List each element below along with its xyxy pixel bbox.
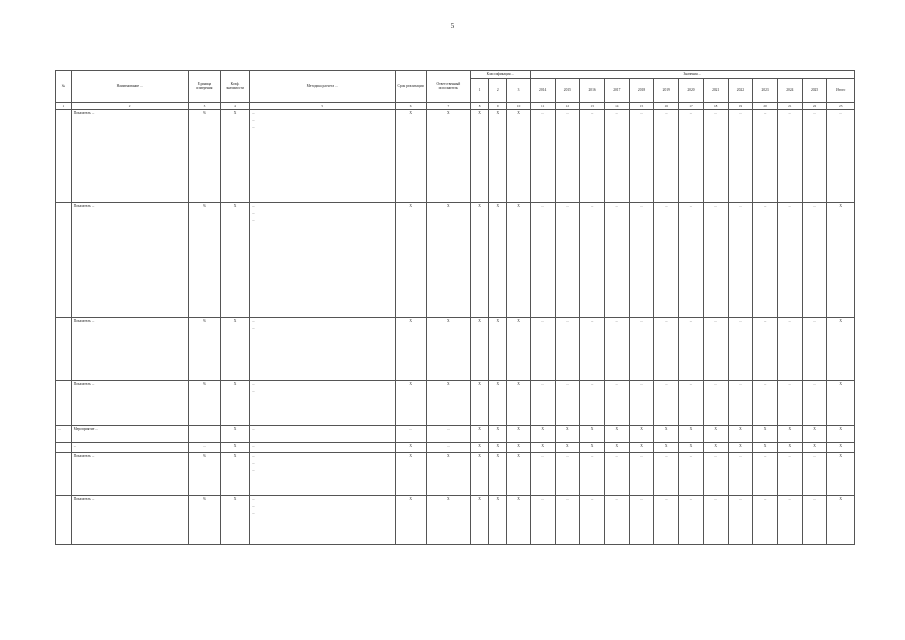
formula-paragraph: ... — [251, 118, 255, 123]
row-number — [56, 110, 72, 203]
column-number: 23 — [827, 102, 855, 110]
unit-cell — [188, 426, 221, 443]
year-value: ... — [654, 203, 679, 318]
column-number: 3 — [188, 102, 221, 110]
total-value: X — [827, 426, 855, 443]
year-value: X — [530, 443, 555, 453]
year-value: ... — [753, 203, 778, 318]
coef-cell: X — [221, 381, 250, 426]
header-year: 2015 — [555, 78, 580, 102]
coef-cell: X — [221, 443, 250, 453]
year-value: ... — [654, 318, 679, 381]
indicator-name: Показатель ... — [71, 496, 188, 545]
budget-cell: X — [470, 203, 488, 318]
header-year: 2025 — [802, 78, 827, 102]
header-coef: Коэф. значимости — [221, 71, 250, 103]
calculation-method — [249, 443, 395, 453]
deadline-cell: X — [395, 453, 426, 496]
year-value: ... — [654, 453, 679, 496]
budget-cell: X — [507, 203, 530, 318]
year-value: ... — [629, 203, 654, 318]
header-budget: Классификация ... — [470, 71, 530, 79]
year-value: ... — [679, 318, 704, 381]
table-row — [56, 110, 855, 203]
deadline-cell: X — [395, 381, 426, 426]
column-number: 19 — [728, 102, 753, 110]
column-number: 22 — [802, 102, 827, 110]
year-value: X — [703, 443, 728, 453]
deadline-cell: X — [395, 496, 426, 545]
row-number — [56, 203, 72, 318]
year-value: ... — [703, 453, 728, 496]
budget-cell: X — [507, 426, 530, 443]
indicator-name: Показатель ... — [71, 381, 188, 426]
table-header-row — [56, 71, 855, 79]
year-value: X — [802, 426, 827, 443]
row-number: ... — [56, 426, 72, 443]
column-number: 2 — [71, 102, 188, 110]
year-value: X — [802, 443, 827, 453]
year-value: X — [777, 443, 802, 453]
header-num: № — [56, 71, 72, 103]
year-value: ... — [728, 110, 753, 203]
column-number: 11 — [530, 102, 555, 110]
year-value: X — [728, 443, 753, 453]
year-value: X — [604, 443, 629, 453]
year-value: ... — [753, 318, 778, 381]
formula-paragraph: ... — [251, 125, 255, 130]
year-value: ... — [604, 203, 629, 318]
coef-cell: X — [221, 453, 250, 496]
budget-cell: X — [507, 110, 530, 203]
year-value: ... — [777, 453, 802, 496]
column-number: 20 — [753, 102, 778, 110]
year-value: X — [555, 443, 580, 453]
budget-cell: X — [507, 443, 530, 453]
year-value: ... — [604, 381, 629, 426]
budget-cell: X — [470, 381, 488, 426]
year-value: ... — [753, 496, 778, 545]
table-row — [56, 496, 855, 545]
indicator-name: Показатель ... — [71, 110, 188, 203]
formula-paragraph: ... — [251, 211, 255, 216]
budget-cell: X — [507, 496, 530, 545]
year-value: ... — [777, 318, 802, 381]
year-value: ... — [629, 381, 654, 426]
header-year: 2019 — [654, 78, 679, 102]
year-value: ... — [654, 496, 679, 545]
header-year: 2016 — [580, 78, 605, 102]
year-value: ... — [530, 318, 555, 381]
coef-cell: X — [221, 110, 250, 203]
total-value: X — [827, 443, 855, 453]
row-number — [56, 443, 72, 453]
year-value: ... — [802, 203, 827, 318]
year-value: ... — [802, 381, 827, 426]
year-value: X — [679, 443, 704, 453]
unit-cell: ... — [188, 443, 221, 453]
column-number: 12 — [555, 102, 580, 110]
budget-cell: X — [489, 203, 507, 318]
budget-cell: X — [489, 426, 507, 443]
calculation-method — [249, 203, 395, 318]
unit-cell: % — [188, 453, 221, 496]
year-value: ... — [530, 110, 555, 203]
responsible-cell: X — [426, 110, 470, 203]
budget-cell: X — [489, 381, 507, 426]
table-row — [56, 426, 855, 443]
year-value: ... — [728, 381, 753, 426]
year-value: ... — [679, 453, 704, 496]
year-value: X — [753, 426, 778, 443]
year-value: ... — [703, 110, 728, 203]
formula-paragraph: ... — [251, 504, 255, 509]
budget-cell: X — [470, 318, 488, 381]
column-number: 10 — [507, 102, 530, 110]
row-number — [56, 381, 72, 426]
formula-paragraph: ... — [251, 444, 255, 449]
column-number: 16 — [654, 102, 679, 110]
deadline-cell: ... — [395, 426, 426, 443]
year-value: ... — [580, 381, 605, 426]
year-value: ... — [530, 381, 555, 426]
calculation-method — [249, 110, 395, 203]
budget-cell: X — [507, 318, 530, 381]
total-value: X — [827, 381, 855, 426]
year-value: ... — [777, 381, 802, 426]
year-value: X — [629, 426, 654, 443]
responsible-cell: X — [426, 453, 470, 496]
coef-cell: X — [221, 496, 250, 545]
calculation-method — [249, 381, 395, 426]
row-number — [56, 496, 72, 545]
header-responsible: Ответственный исполнитель — [426, 71, 470, 103]
year-value: ... — [530, 203, 555, 318]
budget-cell: X — [507, 453, 530, 496]
year-value: ... — [555, 110, 580, 203]
formula-paragraph: ... — [251, 389, 255, 394]
column-number: 17 — [679, 102, 704, 110]
year-value: X — [654, 443, 679, 453]
responsible-cell: X — [426, 318, 470, 381]
year-value: ... — [777, 496, 802, 545]
year-value: ... — [604, 110, 629, 203]
column-number: 1 — [56, 102, 72, 110]
indicator-name: Показатель ... — [71, 203, 188, 318]
column-number: 5 — [249, 102, 395, 110]
year-value: X — [580, 426, 605, 443]
header-values: Значения ... — [530, 71, 854, 79]
formula-paragraph: ... — [251, 454, 255, 459]
year-value: ... — [703, 318, 728, 381]
unit-cell: % — [188, 110, 221, 203]
year-value: ... — [604, 496, 629, 545]
year-value: ... — [802, 318, 827, 381]
budget-cell: X — [470, 110, 488, 203]
table-row — [56, 318, 855, 381]
column-number: 13 — [580, 102, 605, 110]
header-year: 2024 — [777, 78, 802, 102]
calculation-method — [249, 318, 395, 381]
year-value: ... — [802, 453, 827, 496]
budget-cell: X — [470, 426, 488, 443]
year-value: ... — [629, 110, 654, 203]
year-value: ... — [555, 453, 580, 496]
year-value: X — [629, 443, 654, 453]
year-value: ... — [629, 318, 654, 381]
year-value: X — [703, 426, 728, 443]
formula-paragraph: ... — [251, 204, 255, 209]
year-value: ... — [555, 203, 580, 318]
header-year: 2018 — [629, 78, 654, 102]
page-number: 5 — [450, 22, 455, 30]
header-budget-sub: 1 — [470, 78, 488, 102]
year-value: ... — [703, 496, 728, 545]
header-budget-sub: 3 — [507, 78, 530, 102]
year-value: ... — [753, 381, 778, 426]
indicator-name: Показатель ... — [71, 453, 188, 496]
row-number — [56, 318, 72, 381]
year-value: ... — [580, 496, 605, 545]
responsible-cell: ... — [426, 426, 470, 443]
year-value: ... — [679, 110, 704, 203]
calculation-method — [249, 496, 395, 545]
header-year: 2017 — [604, 78, 629, 102]
header-year: 2014 — [530, 78, 555, 102]
formula-paragraph: ... — [251, 427, 255, 432]
formula-paragraph: ... — [251, 461, 255, 466]
column-number: 8 — [470, 102, 488, 110]
year-value: ... — [777, 110, 802, 203]
budget-cell: X — [489, 443, 507, 453]
indicator-name: ... — [71, 443, 188, 453]
coef-cell: X — [221, 318, 250, 381]
year-value: ... — [753, 110, 778, 203]
indicator-name: Мероприятие ... — [71, 426, 188, 443]
year-value: X — [604, 426, 629, 443]
budget-cell: X — [489, 110, 507, 203]
year-value: ... — [580, 453, 605, 496]
year-value: X — [728, 426, 753, 443]
year-value: ... — [555, 381, 580, 426]
deadline-cell: X — [395, 110, 426, 203]
year-value: ... — [802, 496, 827, 545]
formula-paragraph: ... — [251, 510, 255, 515]
column-number: 18 — [703, 102, 728, 110]
year-value: ... — [629, 453, 654, 496]
year-value: X — [654, 426, 679, 443]
deadline-cell: X — [395, 318, 426, 381]
header-name: Наименование ... — [71, 71, 188, 103]
deadline-cell: X — [395, 443, 426, 453]
year-value: X — [580, 443, 605, 453]
coef-cell: X — [221, 203, 250, 318]
year-value: ... — [703, 381, 728, 426]
table-row — [56, 453, 855, 496]
responsible-cell: X — [426, 203, 470, 318]
year-value: ... — [580, 203, 605, 318]
formula-paragraph: ... — [251, 382, 255, 387]
year-value: ... — [580, 318, 605, 381]
header-total: Итого — [827, 78, 855, 102]
header-year: 2022 — [728, 78, 753, 102]
year-value: ... — [580, 110, 605, 203]
year-value: ... — [753, 453, 778, 496]
unit-cell: % — [188, 496, 221, 545]
year-value: ... — [728, 318, 753, 381]
formula-paragraph: ... — [251, 497, 255, 502]
formula-paragraph: ... — [251, 326, 255, 331]
deadline-cell: X — [395, 203, 426, 318]
total-value: X — [827, 318, 855, 381]
year-value: X — [777, 426, 802, 443]
column-number: 9 — [489, 102, 507, 110]
column-number: 21 — [777, 102, 802, 110]
total-value: X — [827, 453, 855, 496]
budget-cell: X — [470, 443, 488, 453]
budget-cell: X — [489, 453, 507, 496]
year-value: X — [753, 443, 778, 453]
formula-paragraph: ... — [251, 467, 255, 472]
unit-cell: % — [188, 318, 221, 381]
total-value: X — [827, 203, 855, 318]
header-method: Методика расчета ... — [249, 71, 395, 103]
header-year: 2023 — [753, 78, 778, 102]
year-value: ... — [703, 203, 728, 318]
year-value: ... — [604, 453, 629, 496]
budget-cell: X — [470, 453, 488, 496]
year-value: X — [679, 426, 704, 443]
responsible-cell: ... — [426, 443, 470, 453]
year-value: ... — [679, 203, 704, 318]
unit-cell: % — [188, 203, 221, 318]
column-number: 14 — [604, 102, 629, 110]
year-value: X — [555, 426, 580, 443]
column-number: 7 — [426, 102, 470, 110]
header-budget-sub: 2 — [489, 78, 507, 102]
year-value: ... — [555, 318, 580, 381]
column-number-row — [56, 102, 855, 110]
year-value: ... — [555, 496, 580, 545]
year-value: ... — [679, 381, 704, 426]
year-value: ... — [679, 496, 704, 545]
formula-paragraph: ... — [251, 319, 255, 324]
year-value: ... — [530, 496, 555, 545]
header-year: 2020 — [679, 78, 704, 102]
year-value: ... — [802, 110, 827, 203]
header-year: 2021 — [703, 78, 728, 102]
table-row — [56, 443, 855, 453]
responsible-cell: X — [426, 381, 470, 426]
column-number: 6 — [395, 102, 426, 110]
formula-paragraph: ... — [251, 111, 255, 116]
column-number: 4 — [221, 102, 250, 110]
year-value: ... — [530, 453, 555, 496]
year-value: ... — [728, 453, 753, 496]
year-value: ... — [629, 496, 654, 545]
total-value: X — [827, 496, 855, 545]
calculation-method — [249, 453, 395, 496]
column-number: 15 — [629, 102, 654, 110]
year-value: X — [530, 426, 555, 443]
year-value: ... — [654, 110, 679, 203]
budget-cell: X — [507, 381, 530, 426]
table-row — [56, 381, 855, 426]
total-value: ... — [827, 110, 855, 203]
year-value: ... — [777, 203, 802, 318]
indicators-table — [55, 70, 855, 545]
budget-cell: X — [470, 496, 488, 545]
unit-cell: % — [188, 381, 221, 426]
year-value: ... — [604, 318, 629, 381]
coef-cell: X — [221, 426, 250, 443]
table-row — [56, 203, 855, 318]
header-deadline: Срок реализации — [395, 71, 426, 103]
year-value: ... — [728, 203, 753, 318]
budget-cell: X — [489, 496, 507, 545]
budget-cell: X — [489, 318, 507, 381]
year-value: ... — [654, 381, 679, 426]
responsible-cell: X — [426, 496, 470, 545]
year-value: ... — [728, 496, 753, 545]
indicator-name: Показатель ... — [71, 318, 188, 381]
header-unit: Единица измерения — [188, 71, 221, 103]
formula-paragraph: ... — [251, 218, 255, 223]
row-number — [56, 453, 72, 496]
calculation-method — [249, 426, 395, 443]
